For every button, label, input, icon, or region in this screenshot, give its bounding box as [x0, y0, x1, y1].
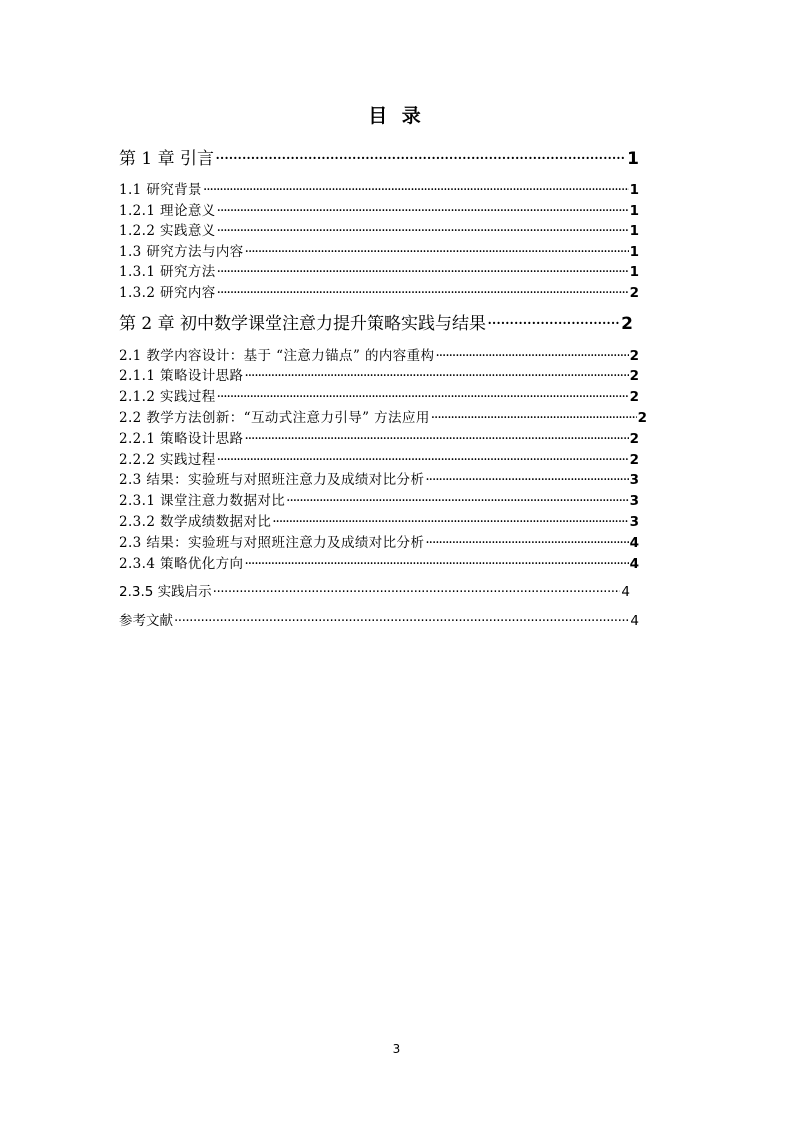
toc-entry-page: 2 — [629, 348, 639, 364]
toc-leader-dots — [217, 450, 629, 470]
toc-entry[interactable] — [119, 450, 639, 470]
toc-entry-label: 2.2.1 策略设计思路 — [119, 431, 244, 447]
toc-leader-dots — [435, 346, 628, 366]
toc-leader-dots — [244, 429, 628, 449]
toc-entry-label: 第 2 章 初中数学课堂注意力提升策略实践与结果 — [119, 314, 487, 334]
toc-entry-page: 2 — [629, 285, 639, 301]
toc-entry[interactable] — [119, 180, 639, 200]
toc-entry-page: 4 — [629, 535, 639, 551]
toc-entry[interactable] — [119, 262, 639, 282]
toc-entry[interactable] — [119, 470, 639, 490]
toc-entry-label: 2.2 教学方法创新：“互动式注意力引导” 方法应用 — [119, 410, 430, 426]
toc-leader-dots — [425, 470, 628, 490]
toc-entry-label: 2.3.2 数学成绩数据对比 — [119, 514, 272, 530]
toc-leader-dots — [245, 242, 629, 262]
toc-entry-page: 1 — [629, 203, 639, 219]
toc-entry-label: 2.1.1 策略设计思路 — [119, 368, 244, 384]
toc-entry-page: 4 — [629, 556, 639, 572]
toc-entry-label: 1.3.2 研究内容 — [119, 285, 216, 301]
toc-leader-dots — [215, 148, 626, 170]
toc-entry[interactable] — [119, 491, 639, 511]
toc-entry[interactable] — [119, 582, 630, 602]
toc-entry-page: 1 — [629, 244, 639, 260]
toc-entry-label: 2.3 结果：实验班与对照班注意力及成绩对比分析 — [119, 535, 425, 551]
toc-entry-label: 1.3.1 研究方法 — [119, 264, 216, 280]
toc-entry-page: 1 — [629, 182, 639, 198]
toc-leader-dots — [425, 533, 628, 553]
toc-leader-dots — [174, 611, 629, 631]
toc-entry-chapter-2[interactable] — [119, 313, 633, 335]
toc-entry[interactable] — [119, 533, 639, 553]
toc-leader-dots — [272, 512, 628, 532]
toc-entry-label: 第 1 章 引言 — [119, 149, 215, 169]
toc-leader-dots — [203, 180, 629, 200]
toc-entry-page: 2 — [629, 368, 639, 384]
toc-entry[interactable] — [119, 242, 639, 262]
toc-entry-label: 1.1 研究背景 — [119, 182, 202, 198]
toc-entry-page: 3 — [629, 472, 639, 488]
toc-leader-dots — [217, 283, 629, 303]
toc-entry[interactable] — [119, 387, 639, 407]
toc-entry[interactable] — [119, 408, 647, 428]
page-number: 3 — [392, 1042, 401, 1056]
toc-entry[interactable] — [119, 366, 639, 386]
toc-leader-dots — [431, 408, 637, 428]
toc-entry-label: 1.2.1 理论意义 — [119, 203, 216, 219]
toc-entry[interactable] — [119, 221, 639, 241]
toc-entry-page: 4 — [630, 613, 639, 629]
toc-entry-page: 2 — [629, 452, 639, 468]
toc-leader-dots — [487, 313, 620, 335]
toc-entry-label: 1.3 研究方法与内容 — [119, 244, 244, 260]
toc-leader-dots — [244, 554, 628, 574]
toc-entry-label: 参考文献 — [119, 613, 173, 629]
toc-entry-page: 2 — [629, 431, 639, 447]
toc-leader-dots — [217, 262, 629, 282]
toc-entry-label: 2.1 教学内容设计：基于 “注意力锚点” 的内容重构 — [119, 348, 435, 364]
toc-entry-label: 2.1.2 实践过程 — [119, 389, 216, 405]
toc-leader-dots — [217, 201, 629, 221]
toc-entry-page: 3 — [629, 514, 639, 530]
toc-entry[interactable] — [119, 512, 639, 532]
toc-entry[interactable] — [119, 429, 639, 449]
toc-entry-label: 2.3 结果：实验班与对照班注意力及成绩对比分析 — [119, 472, 425, 488]
toc-entry-page: 1 — [627, 149, 639, 169]
toc-entry-label: 1.2.2 实践意义 — [119, 223, 216, 239]
toc-entry-label: 2.3.5 实践启示 — [119, 584, 212, 600]
toc-entry[interactable] — [119, 346, 639, 366]
toc-title: 目 录 — [368, 105, 425, 127]
toc-entry-page: 3 — [629, 493, 639, 509]
toc-leader-dots — [286, 491, 628, 511]
toc-entry[interactable] — [119, 201, 639, 221]
toc-leader-dots — [213, 582, 621, 602]
toc-entry-chapter-1[interactable] — [119, 148, 639, 170]
toc-entry-page: 4 — [621, 584, 630, 600]
toc-entry-label: 2.3.4 策略优化方向 — [119, 556, 244, 572]
toc-leader-dots — [244, 366, 628, 386]
toc-leader-dots — [217, 221, 629, 241]
toc-entry-page: 1 — [629, 223, 639, 239]
toc-entry[interactable] — [119, 283, 639, 303]
toc-entry-page: 2 — [629, 389, 639, 405]
toc-entry[interactable] — [119, 554, 639, 574]
toc-entry-page: 2 — [621, 314, 633, 334]
toc-entry-page: 1 — [629, 264, 639, 280]
toc-entry-label: 2.3.1 课堂注意力数据对比 — [119, 493, 286, 509]
toc-entry-page: 2 — [637, 410, 647, 426]
toc-entry-references[interactable] — [119, 611, 639, 631]
toc-leader-dots — [217, 387, 629, 407]
toc-entry-label: 2.2.2 实践过程 — [119, 452, 216, 468]
